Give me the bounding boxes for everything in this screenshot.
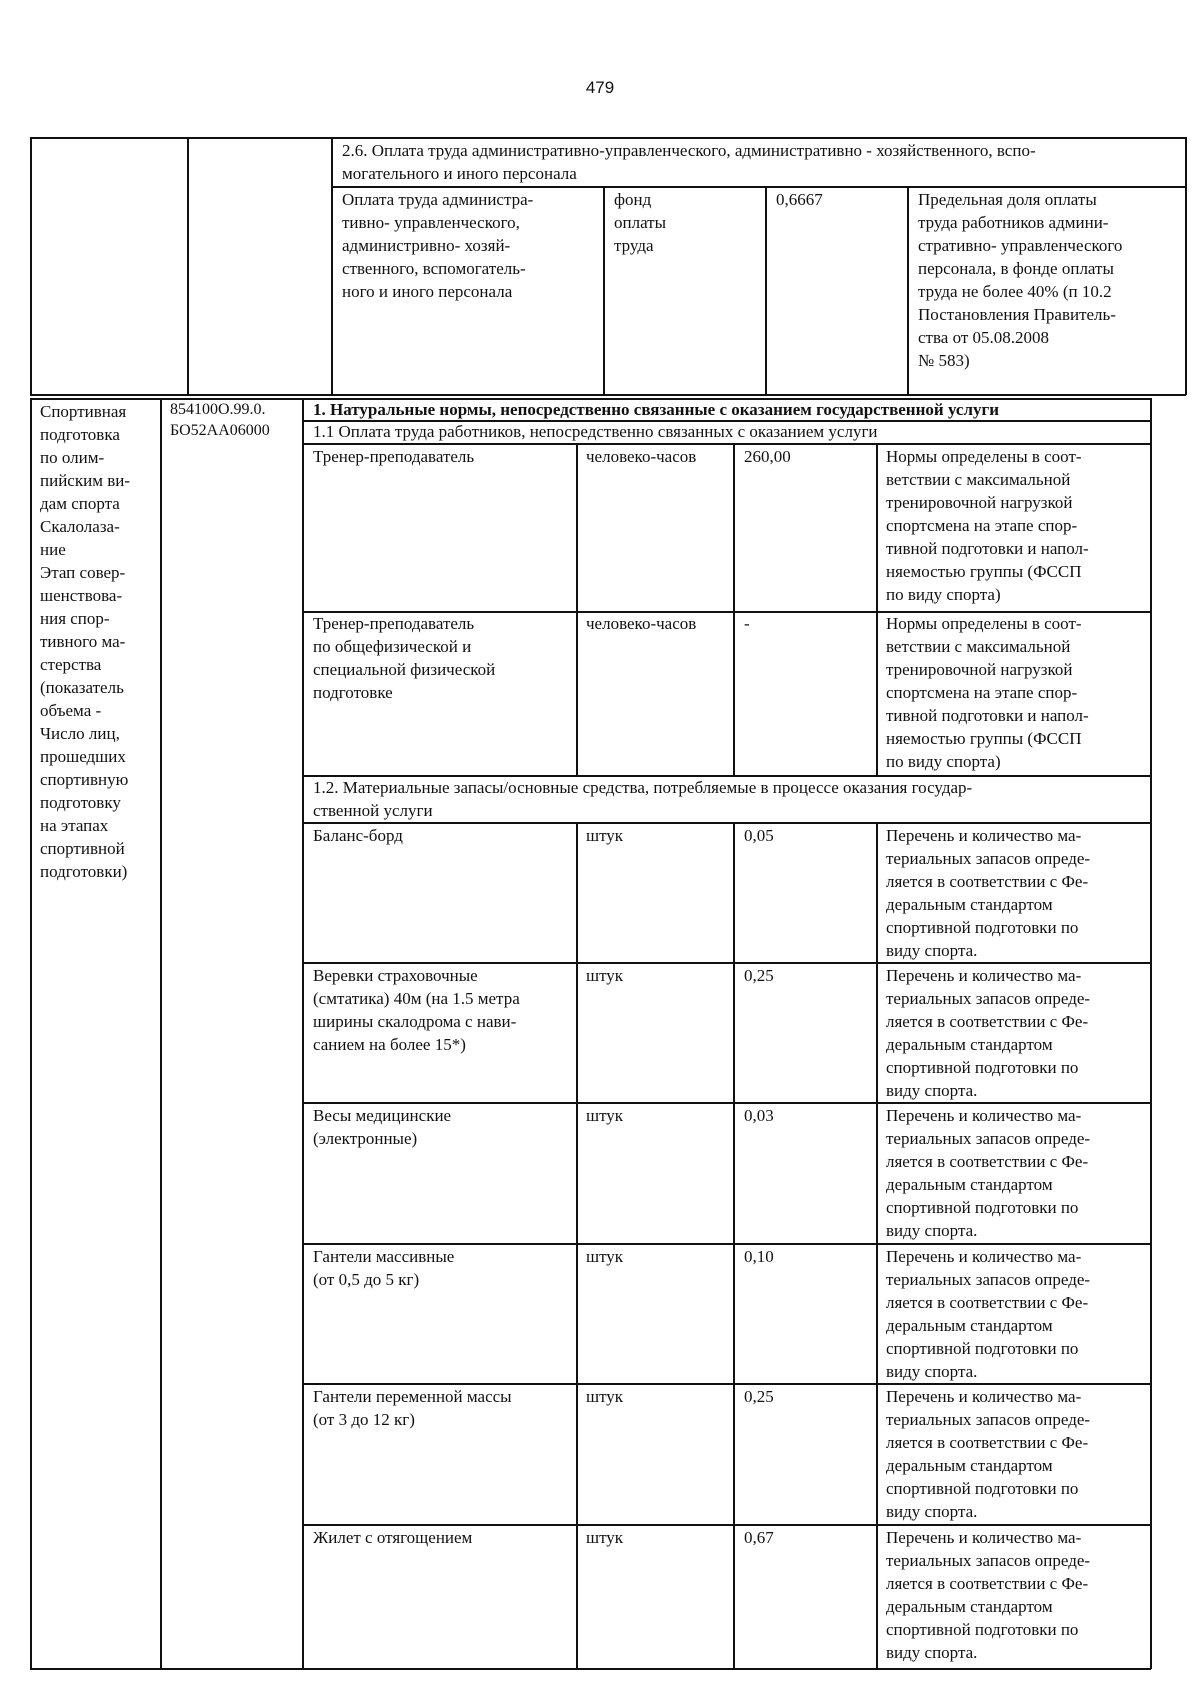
service-code: 854100О.99.0. БО52АА06000 — [170, 401, 270, 439]
material-row-1-value: 0,05 — [744, 826, 774, 845]
material-row-1-unit: штук — [586, 826, 624, 845]
service-name: Спортивная подготовка по олим- пийским ви- дам спорта Скалолаза- ние Этап совер- шенствова- ния спор- тивного ма- стерства (показатель объема - Число лиц, прошедших спортивную подготовку на этапах спортивной подготовки) — [40, 402, 130, 881]
material-row-5-note: Перечень и количество ма- териальных запасов опреде- ляется в соответствии с Фе- деральным стандартом спортивной подготовки по виду спорта. — [886, 1387, 1091, 1521]
material-row-6-name: Жилет с отягощением — [313, 1528, 473, 1547]
material-row-2-unit: штук — [586, 966, 624, 985]
material-row-1-name: Баланс-борд — [313, 826, 403, 845]
admin-staff-note: Предельная доля оплаты труда работников админи- стративно- управленческого персонала, в фонде оплаты труда не более 40% (п 10.2 Постановления Правитель- ства от 05.08.2008 № 583) — [918, 190, 1123, 370]
staff-row-2-unit: человеко-часов — [586, 614, 697, 633]
material-row-5-unit: штук — [586, 1387, 624, 1406]
admin-staff-name: Оплата труда администра- тивно- управленческого, администривно- хозяй- ственного, вспомогатель- ного и иного персонала — [342, 190, 534, 301]
material-row-5-name: Гантели переменной массы (от 3 до 12 кг) — [313, 1387, 512, 1429]
section-1-2-title: 1.2. Материальные запасы/основные средства, потребляемые в процессе оказания государ- ственной услуги — [313, 778, 973, 820]
staff-row-2-note: Нормы определены в соот- ветствии с максимальной тренировочной нагрузкой спортсмена на этапе спор- тивной подготовки и напол- няемостью группы (ФССП по виду спорта) — [886, 614, 1089, 771]
section-1-1-title: 1.1 Оплата труда работников, непосредственно связанных с оказанием услуги — [313, 422, 878, 441]
page-number: 479 — [585, 78, 615, 97]
material-row-4-note: Перечень и количество ма- териальных запасов опреде- ляется в соответствии с Фе- деральным стандартом спортивной подготовки по виду спорта. — [886, 1247, 1091, 1381]
material-row-3-name: Весы медицинские (электронные) — [313, 1106, 452, 1148]
material-row-3-note: Перечень и количество ма- териальных запасов опреде- ляется в соответствии с Фе- деральным стандартом спортивной подготовки по виду спорта. — [886, 1106, 1091, 1240]
material-row-6-unit: штук — [586, 1528, 624, 1547]
material-row-2-note: Перечень и количество ма- териальных запасов опреде- ляется в соответствии с Фе- деральным стандартом спортивной подготовки по виду спорта. — [886, 966, 1091, 1100]
section-2-6-title: 2.6. Оплата труда административно-управленческого, административно - хозяйственного, вспо- могательного и иного персонала — [342, 141, 1036, 183]
material-row-4-unit: штук — [586, 1247, 624, 1266]
material-row-3-value: 0,03 — [744, 1106, 774, 1125]
admin-staff-unit: фонд оплаты труда — [614, 190, 667, 255]
material-row-1-note: Перечень и количество ма- териальных запасов опреде- ляется в соответствии с Фе- деральным стандартом спортивной подготовки по виду спорта. — [886, 826, 1091, 960]
section-1-title: 1. Натуральные нормы, непосредственно связанные с оказанием государственной услуги — [313, 400, 1000, 419]
material-row-4-value: 0,10 — [744, 1247, 774, 1266]
staff-row-2-value: - — [744, 614, 750, 633]
staff-row-1-unit: человеко-часов — [586, 447, 697, 466]
staff-row-1-value: 260,00 — [744, 447, 791, 466]
material-row-6-value: 0,67 — [744, 1528, 774, 1547]
staff-row-2-name: Тренер-преподаватель по общефизической и специальной физической подготовке — [313, 614, 496, 702]
material-row-2-name: Веревки страховочные (смтатика) 40м (на 1.5 метра ширины скалодрома с нави- санием на более 15*) — [313, 966, 520, 1054]
material-row-2-value: 0,25 — [744, 966, 774, 985]
material-row-4-name: Гантели массивные (от 0,5 до 5 кг) — [313, 1247, 455, 1289]
staff-row-1-name: Тренер-преподаватель — [313, 447, 475, 466]
material-row-5-value: 0,25 — [744, 1387, 774, 1406]
staff-row-1-note: Нормы определены в соот- ветствии с максимальной тренировочной нагрузкой спортсмена на этапе спор- тивной подготовки и напол- няемостью группы (ФССП по виду спорта) — [886, 447, 1089, 604]
material-row-6-note: Перечень и количество ма- териальных запасов опреде- ляется в соответствии с Фе- деральным стандартом спортивной подготовки по виду спорта. — [886, 1528, 1091, 1662]
admin-staff-value: 0,6667 — [776, 190, 823, 209]
material-row-3-unit: штук — [586, 1106, 624, 1125]
